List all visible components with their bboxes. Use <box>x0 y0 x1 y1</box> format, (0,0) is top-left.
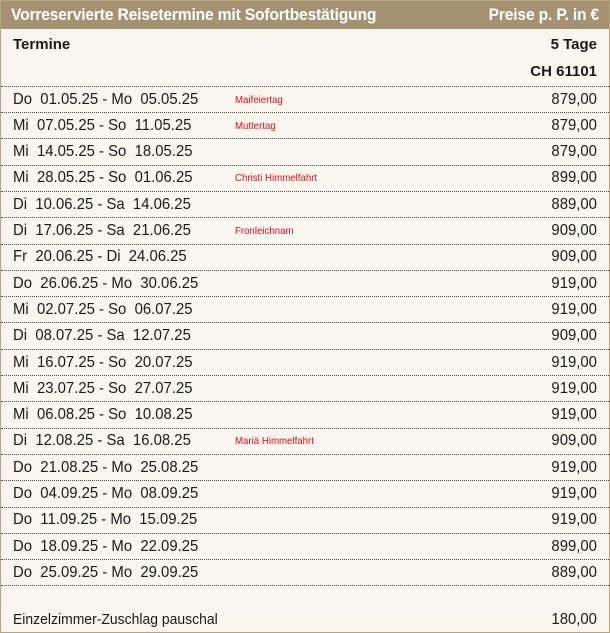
holiday-label: Christi Himmelfahrt <box>235 172 318 185</box>
table-row <box>1 219 609 245</box>
duration-header: 5 Tage <box>550 35 597 53</box>
table-row <box>1 508 609 534</box>
holiday-label: Maifeiertag <box>235 93 283 106</box>
price-value: 919,00 <box>551 300 597 318</box>
date-range: Mi 14.05.25 - So 18.05.25 <box>13 143 193 161</box>
code-header-row <box>1 57 609 87</box>
price-value: 879,00 <box>551 143 597 161</box>
holiday-label: Mariä Himmelfahrt <box>235 435 314 448</box>
column-header-row <box>1 31 609 57</box>
table-row <box>1 166 609 192</box>
date-range: Do 18.09.25 - Mo 22.09.25 <box>13 537 199 555</box>
termine-header: Termine <box>13 35 71 53</box>
price-value: 889,00 <box>551 563 597 581</box>
price-value: 879,00 <box>551 116 597 134</box>
date-range: Do 11.09.25 - Mo 15.09.25 <box>13 511 198 529</box>
price-value: 919,00 <box>551 379 597 397</box>
table-row <box>1 350 609 376</box>
table-row <box>1 455 609 481</box>
holiday-label: Muttertag <box>235 119 276 132</box>
table-row <box>1 271 609 297</box>
date-range: Di 08.07.25 - Sa 12.07.25 <box>13 327 191 345</box>
table-row <box>1 403 609 429</box>
price-value: 909,00 <box>551 432 597 450</box>
table-row <box>1 482 609 508</box>
table-row <box>1 245 609 271</box>
date-range: Do 26.06.25 - Mo 30.06.25 <box>13 274 199 292</box>
table-row <box>1 429 609 455</box>
table-row <box>1 140 609 166</box>
price-value: 919,00 <box>551 485 597 502</box>
date-range: Mi 16.07.25 - So 20.07.25 <box>13 353 193 371</box>
table-row <box>1 560 609 586</box>
date-range: Di 12.08.25 - Sa 16.08.25 <box>13 432 191 450</box>
date-range: Do 04.09.25 - Mo 08.09.25 <box>13 485 199 502</box>
date-range: Di 10.06.25 - Sa 14.06.25 <box>13 195 191 213</box>
price-value: 909,00 <box>551 222 597 239</box>
price-value: 899,00 <box>551 169 597 187</box>
price-value: 919,00 <box>551 458 597 476</box>
table-row <box>1 192 609 218</box>
date-range: Do 25.09.25 - Mo 29.09.25 <box>13 563 199 581</box>
date-range: Do 21.08.25 - Mo 25.08.25 <box>13 458 199 476</box>
table-row <box>1 324 609 350</box>
date-range: Do 01.05.25 - Mo 05.05.25 <box>13 90 199 108</box>
price-value: 909,00 <box>551 248 597 266</box>
price-value: 919,00 <box>551 406 597 424</box>
table-row <box>1 87 609 113</box>
price-value: 919,00 <box>551 274 597 292</box>
table-title-bar <box>1 1 609 29</box>
price-value: 909,00 <box>551 327 597 345</box>
table-title: Vorreservierte Reisetermine mit Sofortbestätigung <box>11 5 377 24</box>
date-range: Mi 06.08.25 - So 10.08.25 <box>13 406 193 424</box>
surcharge-price: 180,00 <box>551 610 597 628</box>
price-value: 919,00 <box>551 353 597 371</box>
date-range: Fr 20.06.25 - Di 24.06.25 <box>13 248 187 266</box>
holiday-label: Fronleichnam <box>235 225 294 237</box>
price-value: 879,00 <box>551 90 597 108</box>
date-range: Mi 07.05.25 - So 11.05.25 <box>13 116 192 134</box>
price-note: Preise p. P. in € <box>488 5 599 24</box>
trip-code: CH 61101 <box>530 63 597 80</box>
surcharge-label: Einzelzimmer-Zuschlag pauschal <box>13 611 218 628</box>
date-range: Mi 02.07.25 - So 06.07.25 <box>13 300 193 318</box>
price-value: 899,00 <box>551 537 597 555</box>
price-value: 919,00 <box>551 511 597 529</box>
table-row <box>1 534 609 560</box>
price-value: 889,00 <box>551 195 597 213</box>
table-row <box>1 113 609 139</box>
date-range: Di 17.06.25 - Sa 21.06.25 <box>13 222 191 239</box>
date-range: Mi 23.07.25 - So 27.07.25 <box>13 379 193 397</box>
table-row <box>1 297 609 323</box>
single-room-surcharge-row <box>1 607 609 632</box>
table-row <box>1 376 609 402</box>
date-range: Mi 28.05.25 - So 01.06.25 <box>13 169 193 187</box>
